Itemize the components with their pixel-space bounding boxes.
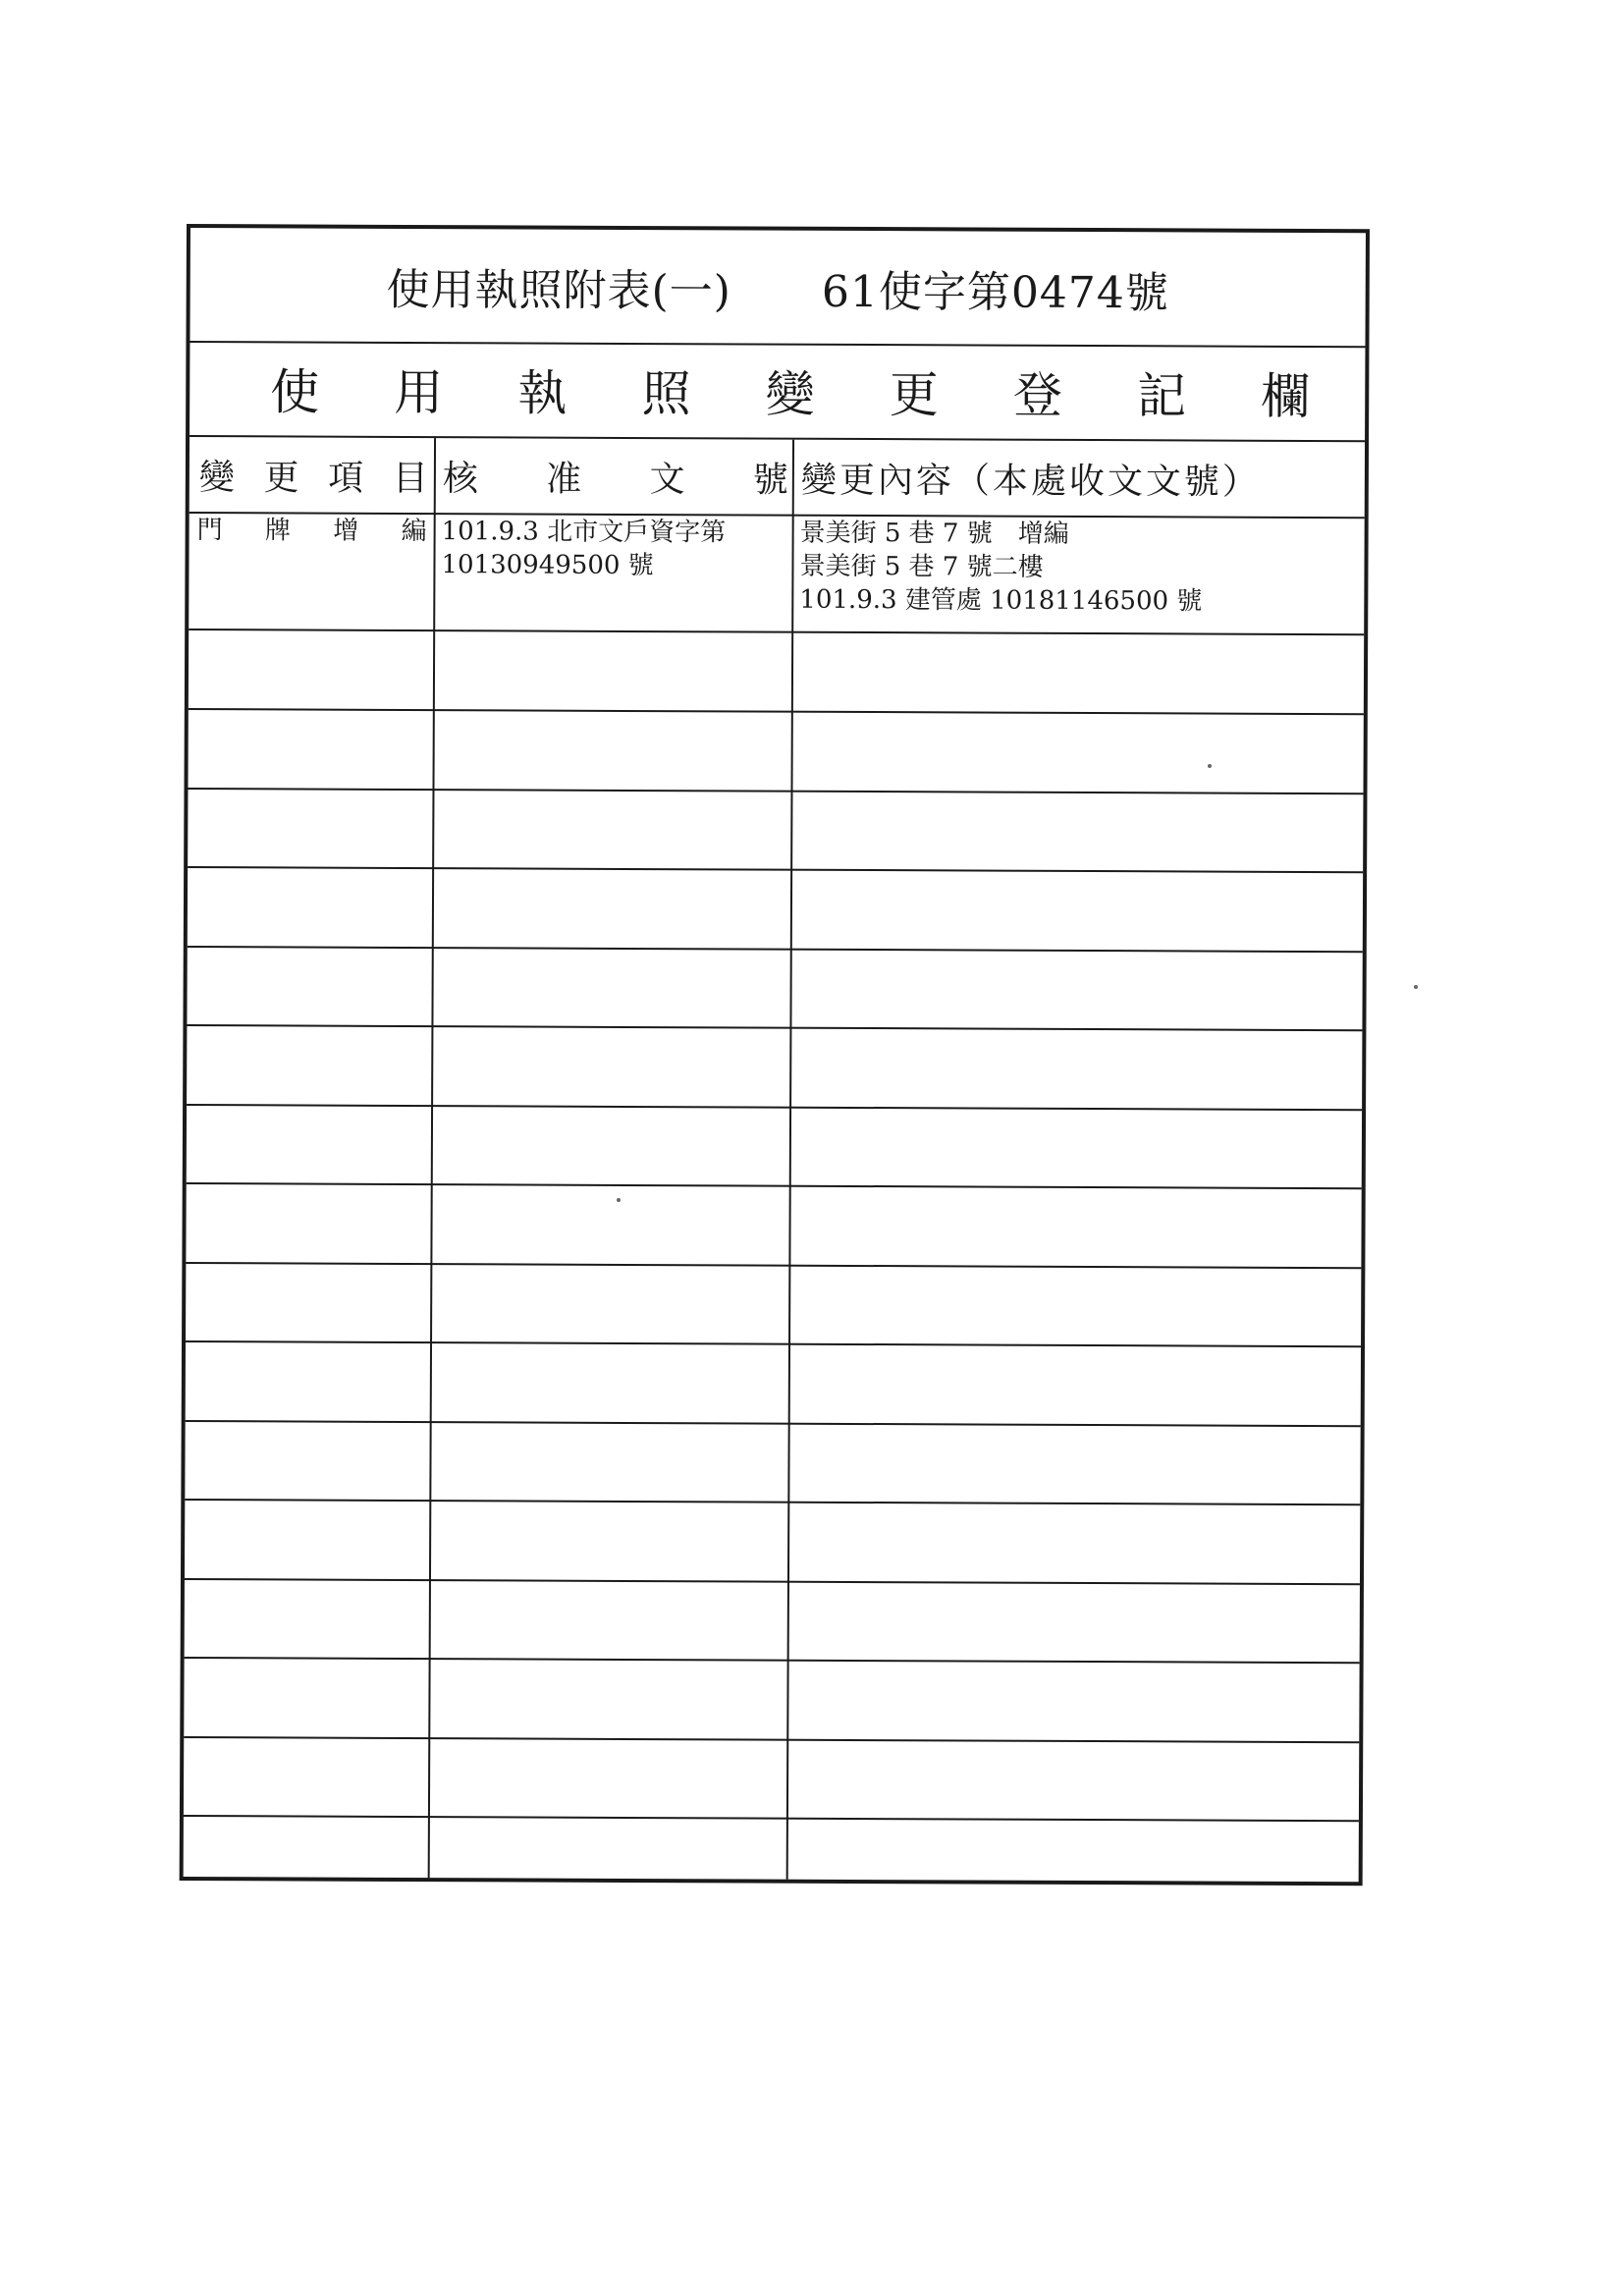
row-divider bbox=[189, 708, 1364, 715]
item-char: 編 bbox=[401, 516, 427, 547]
row-divider bbox=[188, 946, 1363, 953]
approval-line: 10130949500 號 bbox=[441, 550, 654, 581]
header-char: 項 bbox=[328, 458, 364, 499]
column-header-content: 變更內容（本處收文文號） bbox=[800, 460, 1261, 503]
section-heading-char: 更 bbox=[889, 366, 939, 424]
section-heading-char: 照 bbox=[641, 365, 691, 423]
row-1-content bbox=[799, 517, 1202, 619]
row-divider bbox=[187, 1104, 1362, 1111]
row-divider bbox=[184, 1815, 1359, 1822]
row-1-item bbox=[197, 514, 431, 548]
scan-speck bbox=[617, 1198, 621, 1202]
column-divider bbox=[786, 440, 794, 1880]
header-char: 文 bbox=[649, 459, 685, 500]
row-divider bbox=[187, 1024, 1362, 1031]
section-heading-char: 變 bbox=[765, 365, 815, 423]
column-header-approval-no bbox=[437, 438, 792, 515]
row-divider bbox=[188, 866, 1363, 873]
row-divider bbox=[188, 788, 1363, 794]
header-char: 變 bbox=[198, 457, 235, 498]
header-char: 准 bbox=[546, 459, 582, 500]
header-char: 核 bbox=[442, 458, 478, 499]
row-divider bbox=[187, 1182, 1362, 1189]
content-line: 101.9.3 建管處 10181146500 號 bbox=[799, 584, 1203, 617]
registration-table bbox=[184, 437, 1365, 1882]
section-heading-char: 使 bbox=[270, 363, 320, 421]
row-divider bbox=[184, 1736, 1359, 1743]
header-char: 更 bbox=[263, 457, 299, 499]
row-divider bbox=[186, 1420, 1361, 1427]
section-heading-char: 欄 bbox=[1261, 367, 1311, 425]
form-title bbox=[189, 228, 1365, 348]
scan-speck bbox=[1208, 764, 1212, 768]
header-char: 號 bbox=[752, 460, 788, 501]
row-divider bbox=[185, 1578, 1360, 1585]
row-divider bbox=[186, 1340, 1361, 1347]
row-divider bbox=[185, 1657, 1360, 1664]
section-heading-char: 記 bbox=[1136, 367, 1187, 425]
form-title-left: 使用執照附表(一) bbox=[386, 264, 732, 316]
license-number: 61使字第0474號 bbox=[821, 266, 1169, 318]
section-heading-char: 執 bbox=[517, 364, 568, 422]
row-1-approval-no bbox=[441, 515, 726, 582]
item-char: 門 bbox=[196, 516, 223, 546]
section-heading-char: 用 bbox=[394, 363, 444, 422]
section-heading bbox=[189, 341, 1365, 442]
row-divider bbox=[186, 1262, 1361, 1269]
scan-speck bbox=[1414, 985, 1418, 989]
column-divider bbox=[428, 438, 436, 1878]
row-divider bbox=[189, 629, 1364, 635]
item-char: 增 bbox=[333, 516, 359, 546]
column-header-item bbox=[193, 437, 434, 513]
change-registration-form bbox=[180, 224, 1370, 1886]
section-heading-char: 登 bbox=[1012, 366, 1063, 424]
approval-line: 101.9.3 北市文戶資字第 bbox=[441, 517, 727, 548]
content-line: 景美街 5 巷 7 號 增編 bbox=[799, 518, 1069, 549]
row-divider bbox=[185, 1499, 1360, 1505]
content-line: 景美街 5 巷 7 號二樓 bbox=[799, 551, 1044, 582]
item-char: 牌 bbox=[264, 516, 292, 546]
header-char: 目 bbox=[392, 458, 428, 499]
